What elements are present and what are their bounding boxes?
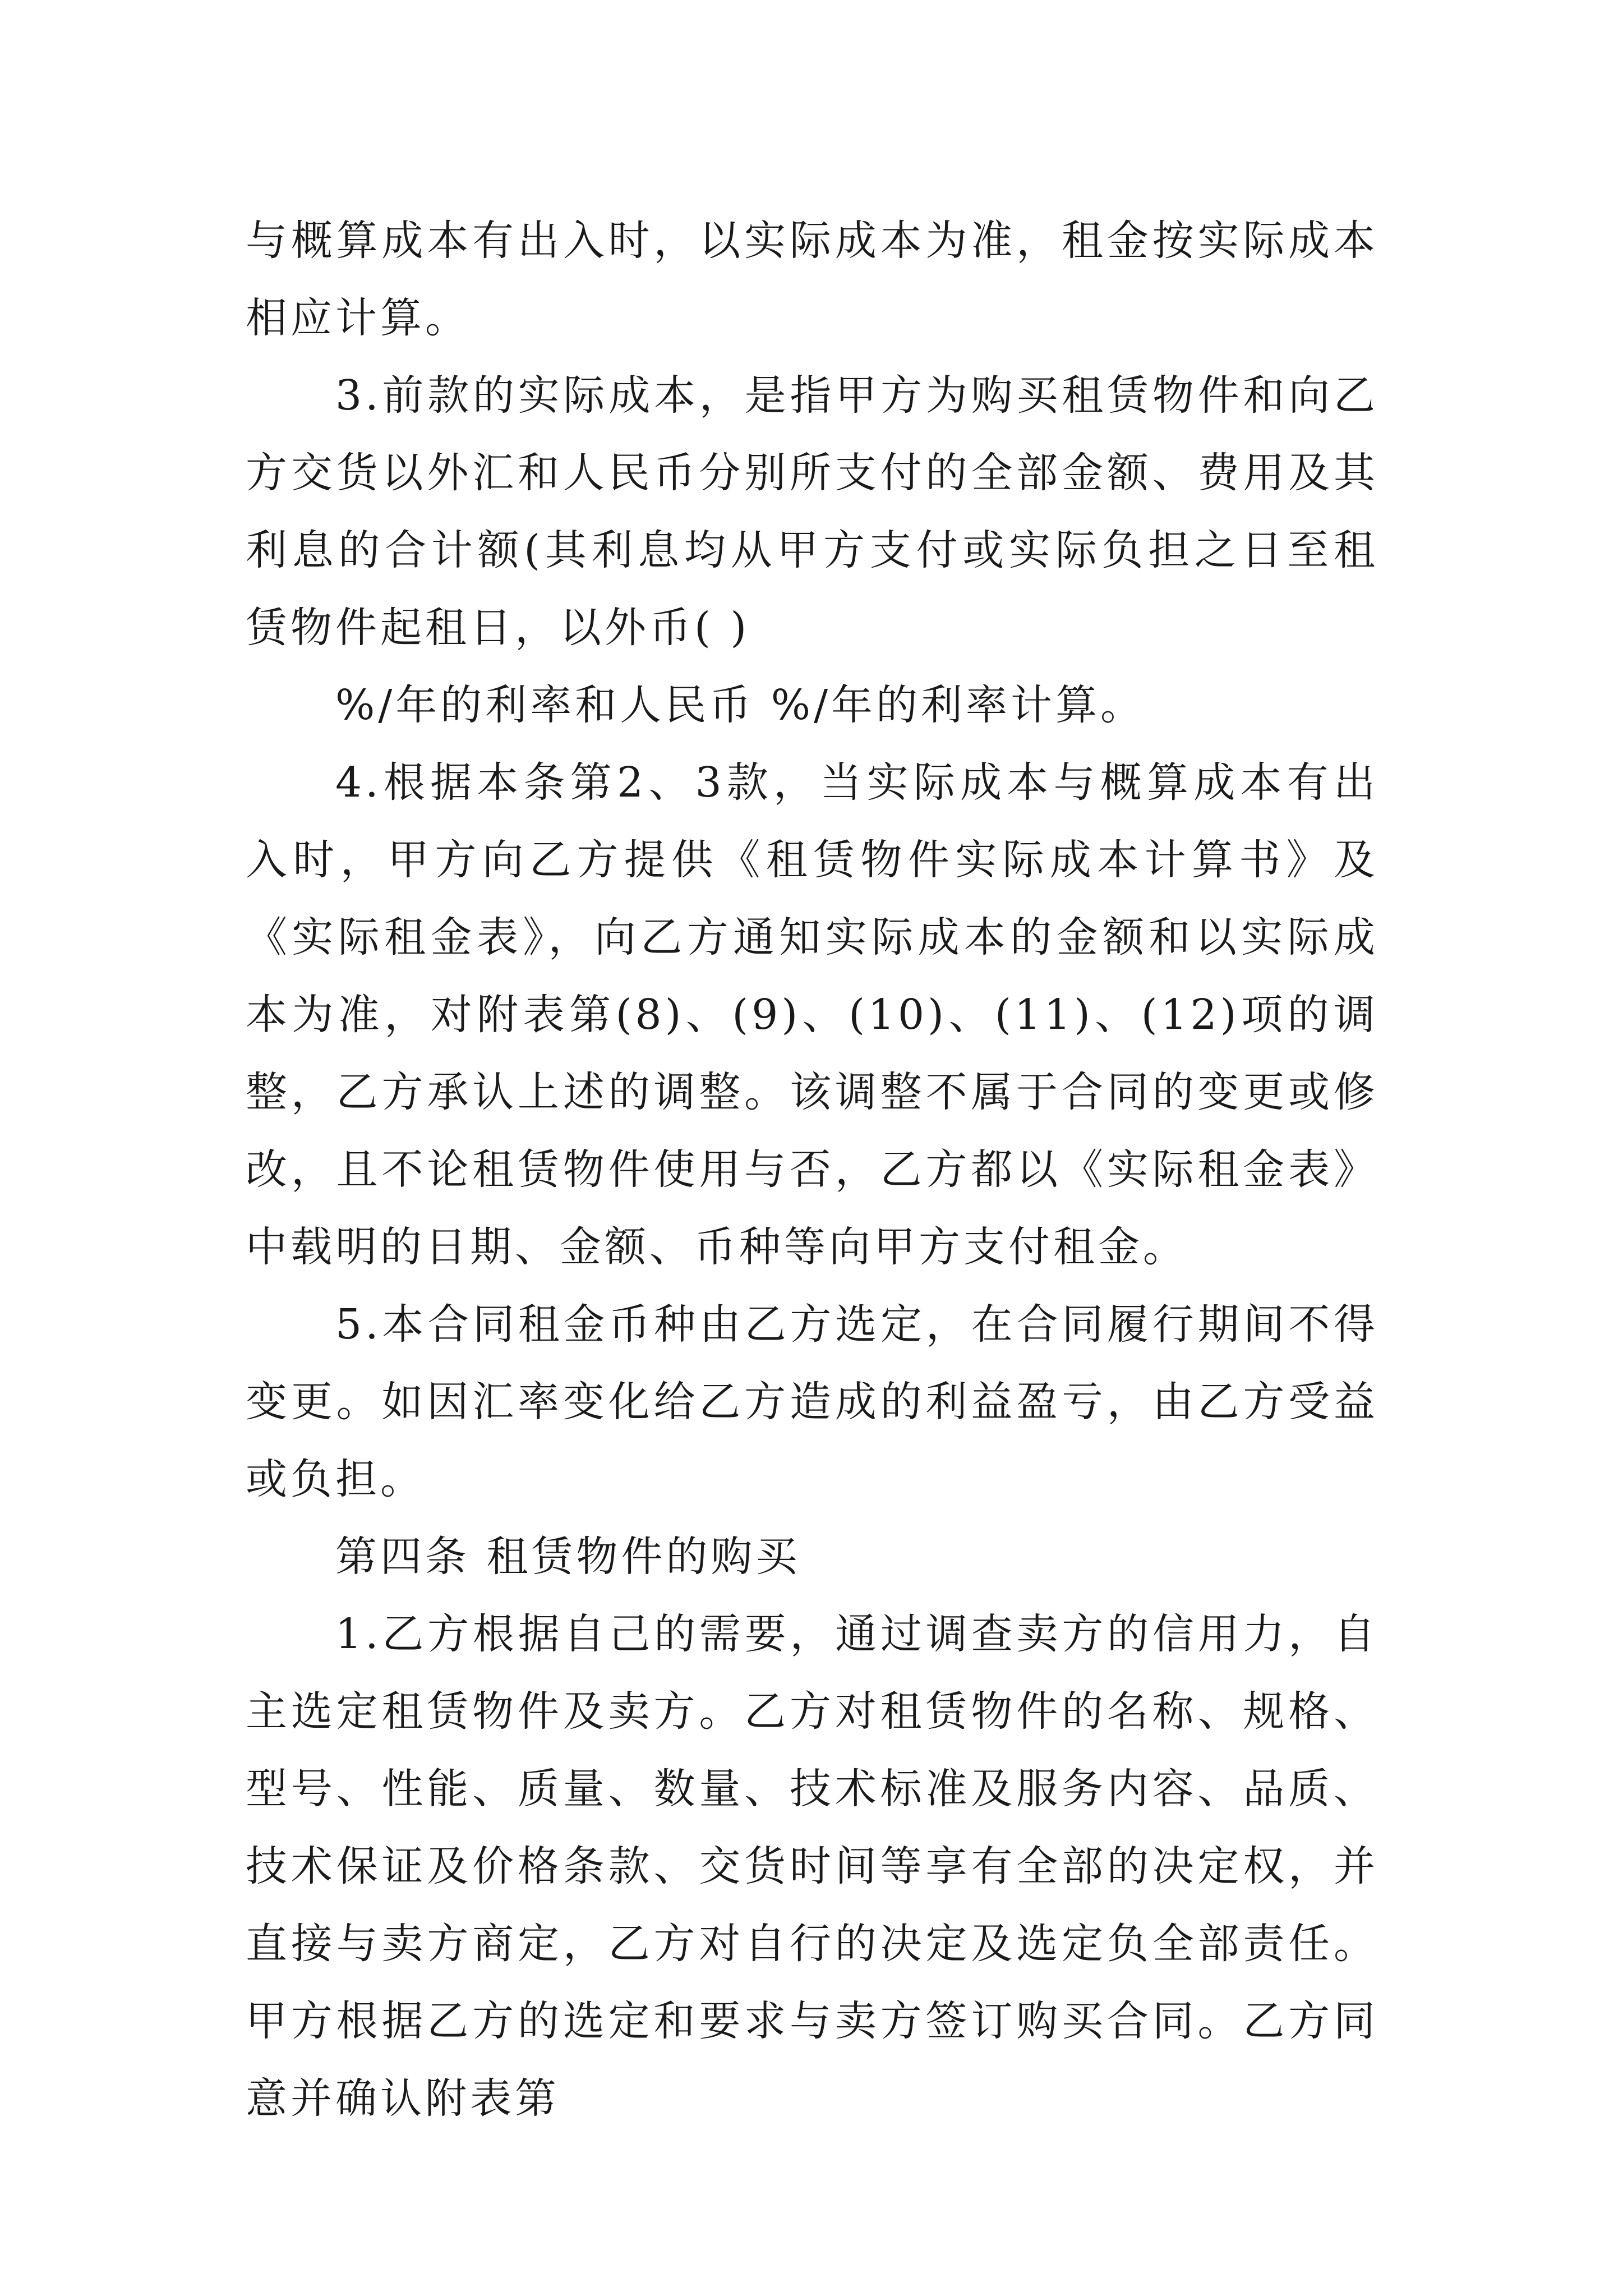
paragraph-cost-continuation: 与概算成本有出入时，以实际成本为准，租金按实际成本相应计算。: [246, 217, 1378, 342]
document-body: [246, 202, 1378, 2137]
paragraph-actual-cost-definition: 3.前款的实际成本，是指甲方为购买租赁物件和向乙方交货以外汇和人民币分别所支付的全部金额、费用及其利息的合计额(其利息均从甲方支付或实际负担之日至租赁物件起租日，以外币( ): [246, 371, 1378, 652]
paragraph-rent-currency: 5.本合同租金币种由乙方选定，在合同履行期间不得变更。如因汇率变化给乙方造成的利益盈亏，由乙方受益或负担。: [246, 1300, 1378, 1503]
section-heading-article-4: 第四条 租赁物件的购买: [335, 1533, 801, 1581]
paragraph-cost-adjustment: 4.根据本条第2、3款，当实际成本与概算成本有出入时，甲方向乙方提供《租赁物件实际成本计算书》及《实际租金表》，向乙方通知实际成本的金额和以实际成本为准，对附表第(8)、(9)、(10)、(11)、(12)项的调整，乙方承认上述的调整。该调整不属于合同的变更或修改，且不论租赁物件使用与否，乙方都以《实际租金表》中载明的日期、金额、币种等向甲方支付租金。: [246, 758, 1378, 1271]
paragraph-interest-rates: %/年的利率和人民币 %/年的利率计算。: [335, 681, 1146, 729]
paragraph-leased-item-selection: 1.乙方根据自己的需要，通过调查卖方的信用力，自主选定租赁物件及卖方。乙方对租赁物件的名称、规格、型号、性能、质量、数量、技术标准及服务内容、品质、技术保证及价格条款、交货时间等享有全部的决定权，并直接与卖方商定，乙方对自行的决定及选定负全部责任。甲方根据乙方的选定和要求与卖方签订购买合同。乙方同意并确认附表第: [246, 1610, 1378, 2123]
